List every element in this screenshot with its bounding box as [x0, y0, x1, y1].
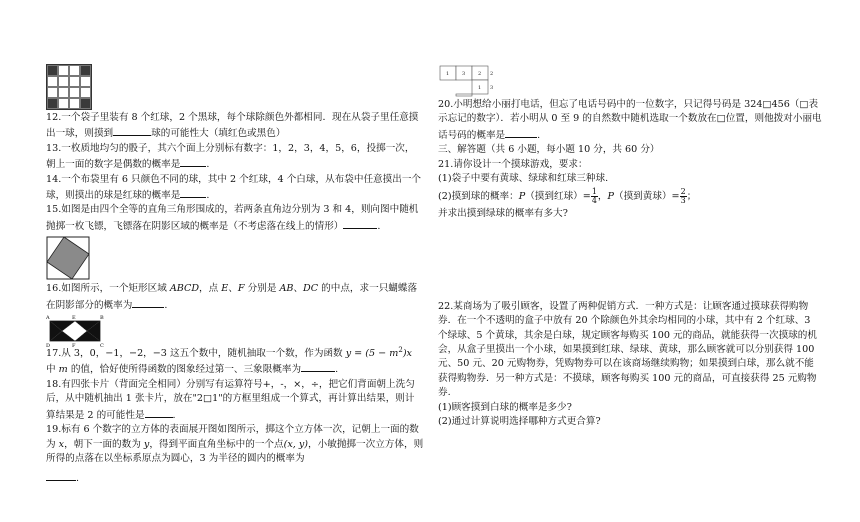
net-cell-5: 3	[490, 85, 494, 91]
question-18: 18.有四张卡片（背面完全相同）分别写有运算符号+，-，×，÷，把它们背面朝上洗匀后，从中随机抽出 1 张卡片，放在"2□1"的方框里组成一个算式，再计算出结果，则计算结果是 2 的可能性是 .	[46, 378, 415, 421]
question-13: 13.一枚质地均匀的骰子，其六个面上分别标有数字：1，2，3，4，5，6，投掷一次，朝上一面的数字是偶数的概率是 .	[46, 142, 415, 171]
question-15: 15.如图是由四个全等的直角三角形围成的，若两条直角边分别为 3 和 4，则向图中随机抛掷一枚飞镖，飞镖落在阴影区域的概率是（不考虑落在线上的情形） .	[46, 204, 419, 232]
square-figure	[46, 236, 424, 282]
right-column	[438, 64, 822, 430]
question-16: 16.如图所示，一个矩形区域 ABCD，点 E、F 分别是 AB、DC 的中点，求一只蝴蝶落在阴影部分的概率为 .	[46, 283, 418, 311]
question-12: 12.一个袋子里装有 8 个红球，2 个黑球，每个球除颜色外都相同．现在从袋子里任意摸出一球，则摸到 球的可能性大（填红色或黑色）	[46, 112, 419, 140]
cube-net-figure	[438, 64, 822, 98]
label-b: B	[100, 315, 104, 322]
rectangle-diagram	[46, 313, 106, 347]
question-14: 14.一个布袋里有 6 只颜色不同的球，其中 2 个红球，4 个白球，从布袋中任意摸出一个球，则摸出的球是红球的概率是 .	[46, 173, 422, 202]
net-cell-1: 1	[446, 71, 450, 77]
question-17: 17.从 3，0，−1，−2，−3 这五个数中，随机抽取一个数，作为函数 $y = (5 - m^2)x$ 中 m 的值，恰好使所得函数的图象经过第一、三象限概率为 .	[46, 345, 412, 376]
fraction-yellow: $\frac{2}{3}$	[680, 187, 686, 206]
net-cell-2: 3	[462, 71, 466, 77]
cube-net-diagram	[438, 64, 498, 98]
question-21-part-3: 并求出摸到绿球的概率有多大?	[438, 208, 568, 220]
label-f: F	[72, 343, 76, 348]
label-c: C	[100, 343, 104, 348]
question-19: 19.标有 6 个数字的立方体的表面展开图如图所示，掷这个立方体一次，记朝上一面的数为 x，朝下一面的数为 y，得到平面直角坐标中的一个点(x, y)，小敏抛掷一次立方体，则所得的点落在以坐标系原点为圆心，3 为半径的圆内的概率为	[46, 424, 424, 464]
fraction-red: $\frac{1}{4}$	[591, 187, 597, 206]
question-22: 22.某商场为了吸引顾客，设置了两种促销方式．一种方式是：让顾客通过摸球获得购物券．在一个不透明的盒子中放有 20 个除颜色外其余均相同的小球，其中有 2 个红球、3 个绿球、5 个黄球，其余是白球，规定顾客每购买 100 元的商品，就能获得一次摸球的机会，从盒子里摸出一个小球，如果摸到红球、绿球、黄球，那么顾客就可以分别获得 100 元、50 元、20 元购物券，凭购物券可以在该商场继续购物；如果摸到白球，那么就不能获得购物券．另一种方式是：不摸球，顾客每购买 100 元的商品，可直接获得 25 元购物券.	[438, 300, 817, 399]
question-19-blank: .	[46, 470, 424, 486]
net-cell-6: 2	[490, 71, 494, 77]
rectangle-figure	[46, 313, 424, 347]
left-column	[46, 64, 424, 487]
label-d: D	[46, 343, 51, 348]
question-22-part-2: (2)通过计算说明选择哪种方式更合算?	[438, 416, 601, 428]
section-three-heading: 三、解答题（共 6 小题，每小题 10 分，共 60 分）	[438, 144, 660, 156]
question-22-part-1: (1)顾客摸到白球的概率是多少?	[438, 401, 572, 413]
label-e: E	[72, 315, 76, 322]
grid-figure	[46, 64, 92, 110]
net-cell-4: 1	[478, 85, 482, 91]
net-cell-3: 2	[478, 71, 482, 77]
question-20: 20.小明想给小丽打电话，但忘了电话号码中的一位数字，只记得号码是 324□456（□表示忘记的数字）．若小明从 0 至 9 的自然数中随机选取一个数放在□位置，则他拨对小丽电话号码的概率是 .	[438, 99, 822, 141]
question-21: 21.请你设计一个摸球游戏，要求：	[438, 158, 588, 170]
label-a: A	[46, 315, 50, 322]
question-21-part-1: (1)袋子中要有黄球、绿球和红球三种球.	[438, 173, 609, 185]
square-diagram	[46, 236, 90, 280]
answer-space	[438, 222, 822, 300]
question-21-part-2: (2)摸到球的概率：P（摸到红球）= $\frac{1}{4}$ ，P（摸到黄球）= $\frac{2}{3}$ ；	[438, 187, 697, 206]
